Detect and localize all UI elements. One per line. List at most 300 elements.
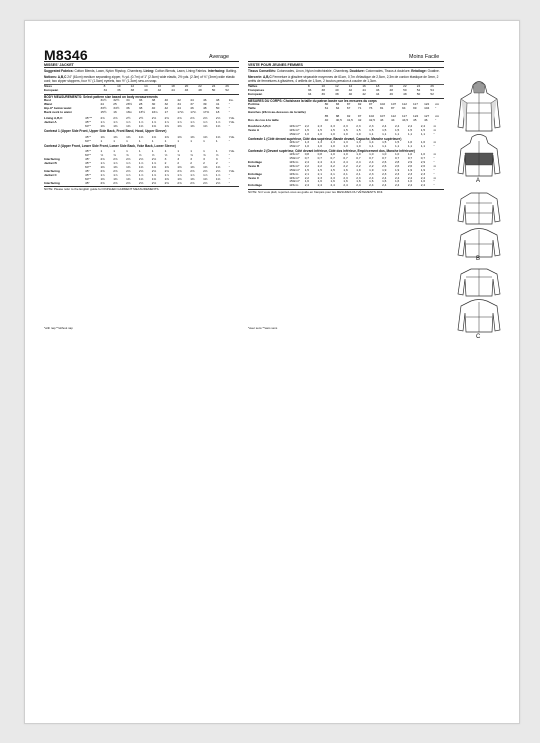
en-body-row-cell: 42 — [177, 98, 181, 103]
difficulty-fr: Moins Facile — [409, 54, 440, 60]
fr-contrast2-table — [248, 153, 444, 188]
en-contrast1-row-unit: Yds. — [228, 134, 235, 139]
fr-body-row-label: Hanches (23cm au-dessous de la taille) — [248, 109, 306, 114]
en-contrast2-row-unit: Yds. — [228, 168, 235, 173]
header-rule-fr — [248, 61, 444, 62]
fr-body-row-cell: 92 — [357, 102, 362, 107]
en-yardage-row-cell: 1⅞ — [151, 120, 157, 125]
fr-european-row-cell: 50 — [416, 92, 421, 96]
fr-contrast2-row-cell: 2,4 — [394, 183, 400, 188]
view-b-label: B — [476, 256, 481, 262]
fr-contrast2-row-cell: 2,4 — [369, 183, 374, 188]
en-contrast2-row-cell: 1⅞ — [126, 160, 131, 165]
en-contrast2-row-unit: " — [228, 176, 230, 181]
fr-francaises-row-cell: 44 — [362, 88, 366, 93]
en-european-row-width — [87, 89, 103, 93]
fr-note: NOTE: Si il vous plaît, reportez-vous au guide en français pour les MESURES DU VÊTEMENTS FINI. — [248, 189, 444, 194]
fr-yardage-row-cell: 1,0 — [304, 131, 310, 136]
fr-yardage-row-cell: 2,3 — [356, 124, 361, 129]
fr-body-row-cell: 104 — [424, 106, 430, 111]
fr-body-row-cell: 76 — [368, 106, 373, 111]
en-contrast2-row-cell: 2⅝ — [126, 180, 131, 185]
fr-yardage-row-cell: 1,5 — [382, 128, 387, 133]
en-body-row-cell: 16¾ — [151, 109, 158, 114]
fr-yardage-row-cell: 1,5 — [394, 128, 400, 133]
fr-yardage-row-cell: 1,0 — [317, 131, 322, 136]
en-yardage-table — [44, 117, 239, 129]
en-contrast2-row-cell: ⅝ — [100, 153, 104, 158]
en-contrast2-table — [44, 150, 239, 185]
fr-contrast1-row-cell: 1,0 — [356, 143, 361, 148]
fr-contrast2-row-cell: 0,7 — [394, 155, 400, 160]
en-yardage-row-unit: " — [228, 124, 230, 129]
fr-contrast2-row-cell: 1,9 — [420, 167, 426, 172]
en-yardage-row-cell: 1⅜ — [164, 124, 169, 129]
fr-contrast2-row-cell: 1,5 — [330, 167, 335, 172]
fr-contrast2-row-cell: 2,4 — [330, 183, 335, 188]
en-european-row-cell: 46 — [184, 88, 189, 93]
en-contrast1-row-cell: 1⅜ — [113, 134, 118, 139]
en-yardage-row-unit: Yds. — [228, 120, 235, 125]
en-yardage-row-cell: 2⅝ — [151, 116, 157, 121]
fr-yardage-row-cell: 1,1 — [369, 131, 374, 136]
en-contrast2-row-cell: 1⅞ — [190, 172, 195, 177]
fr-contrast2-row-cell: 2,2 — [330, 163, 335, 168]
en-contrast2-row-cell: 1⅞ — [138, 160, 144, 165]
en-body-row-cell: 32½ — [113, 98, 120, 103]
en-contrast2-row-cell: 1⅜ — [177, 164, 182, 169]
en-contrast2-row-cell: 2 — [215, 160, 218, 165]
en-body-row-cell: 44 — [177, 106, 181, 111]
en-contrast2-row-label: Jacket C — [44, 172, 57, 177]
en-contrast2-row-cell: 3 — [190, 157, 192, 162]
fr-contrast2-row-cell: 2,4 — [317, 183, 322, 188]
en-contrast2-row-cell: ⅝ — [203, 153, 206, 158]
en-contrast2-row-unit: " — [228, 153, 230, 158]
fr-yardage-row-cell: 2,3 — [317, 124, 322, 129]
en-size-table — [44, 84, 239, 93]
fr-contrast1-row-cell: 1,5 — [394, 140, 400, 145]
en-contrast2-row-cell: 2⅝ — [203, 180, 208, 185]
fr-contrast2-row-width: 115cm — [289, 171, 299, 176]
fr-sizes-row-cell: 24 — [417, 85, 431, 89]
en-european-row-cell: 52 — [225, 88, 229, 93]
fr-yardage-row-label: Doublure A,B,C — [248, 124, 271, 129]
pattern-envelope-back — [24, 20, 520, 724]
fr-body-row-cell: 97 — [368, 102, 373, 107]
en-yardage-row-cell: 2⅝ — [190, 116, 195, 121]
fr-body-row-unit: " — [435, 106, 437, 111]
fr-contrast2-row-cell: 2,4 — [407, 183, 413, 188]
en-body-row-cell: 46 — [203, 98, 207, 103]
en-body-row-cell: 42 — [164, 106, 169, 111]
en-body-row-unit: " — [228, 109, 230, 114]
fr-contrast2-row-cell: 0,8 — [317, 152, 322, 157]
en-sizes-row-label: Sizes — [44, 85, 87, 89]
en-contrast1-row-cell: 1 — [151, 138, 154, 143]
fr-contrast1-row-cell: 1,0 — [317, 143, 322, 148]
en-yardage-row-unit: Yds. — [228, 116, 235, 121]
fr-yardage-row-cell: 2,4 — [420, 124, 426, 129]
fr-body-row-cell: 43 — [379, 117, 384, 122]
fr-contrast2-row-unit: m — [433, 152, 437, 157]
fr-yardage-row-width: 115cm* — [289, 128, 300, 133]
en-body-row-cell: 26½ — [126, 102, 133, 107]
fr-contrast2-row-cell: 1,9 — [382, 167, 387, 172]
fr-title: VESTE POUR JEUNES FEMMES — [248, 63, 444, 68]
en-contrast1-row-cell: 1⅜ — [177, 134, 182, 139]
en-contrast2-row-cell: 2⅝ — [138, 180, 144, 185]
en-yardage-row-cell: 1⅜ — [215, 124, 221, 129]
en-contrast2-row-cell: 1⅜ — [215, 164, 221, 169]
en-sizes-row-cell: 14 — [144, 85, 158, 89]
fr-body-row-unit: cm — [435, 113, 440, 118]
en-yardage-row-cell: 1⅜ — [151, 124, 157, 129]
fr-francaises-row-cell: 42 — [348, 88, 353, 93]
fr-sizes-row-cell: 14 — [349, 85, 363, 89]
en-european-row-cell: 34 — [103, 88, 108, 93]
fr-contrast2-row-cell: 2,4 — [330, 159, 335, 164]
fr-contrast1-row-cell: 1,0 — [343, 143, 348, 148]
fr-contrast2-row-cell: 1,6 — [407, 179, 413, 184]
en-body-row-cell: 40 — [164, 98, 169, 103]
en-body-row-cell: 24 — [100, 102, 104, 107]
fr-body-row-cell: 122 — [413, 113, 419, 118]
en-body-row-unit: " — [228, 102, 230, 107]
fr-contrast1-row-cell: 1,3 — [343, 140, 348, 145]
en-yardage-row-cell: 2⅝ — [164, 116, 169, 121]
fr-yardage-row-cell: 1,5 — [330, 128, 335, 133]
en-yardage-row-cell: 1⅞ — [190, 120, 195, 125]
fr-contrast2-row-cell: 2,2 — [304, 163, 310, 168]
en-contrast2-row-cell: 1⅞ — [113, 160, 118, 165]
en-contrast2-row-cell: 1 — [126, 149, 128, 154]
en-contrast2-row-cell: ⅝ — [164, 153, 168, 158]
fr-contrast2-row-unit: " — [433, 155, 435, 160]
en-contrast2-row-cell: 2 — [177, 160, 180, 165]
fr-body-row-cell: 44 — [390, 117, 395, 122]
fr-contrast2-row-cell: 2,4 — [369, 175, 374, 180]
fr-contrast2-row-cell: 2,4 — [317, 159, 322, 164]
fr-contrast2-row-cell: 2,6 — [382, 163, 387, 168]
fr-body-row-cell: 61 — [324, 106, 329, 111]
fr-european-row — [248, 93, 444, 97]
fr-body-row-cell: 87 — [346, 102, 351, 107]
fr-francaises-row-label: Françaises — [248, 88, 265, 93]
fr-contrast2-row-cell: 1,0 — [394, 152, 400, 157]
fr-contrast2-row-cell: 0,7 — [356, 155, 361, 160]
en-yardage-row-cell: 1⅞ — [113, 120, 118, 125]
fr-contrast2-row-unit: m — [433, 175, 437, 180]
fr-yardage-row-cell: 2,3 — [343, 124, 348, 129]
en-body-row-cell: 40 — [151, 106, 156, 111]
fr-european-row-cell: 40 — [348, 92, 353, 96]
fr-contrast2-row-cell: 0,7 — [369, 155, 374, 160]
fr-body-row-cell: 83 — [335, 102, 340, 107]
fr-contrast2-row-cell: 2,3 — [420, 171, 426, 176]
en-sizes-row-cell: 26 — [225, 85, 239, 89]
fr-sizes-row-cell: 22 — [403, 85, 417, 89]
fr-european-row-cell: 42 — [362, 92, 366, 96]
fr-yardage-row-width: 150cm* — [289, 131, 300, 136]
fr-contrast2-row-cell: 2,4 — [304, 183, 310, 188]
fr-contrast2-row-unit: " — [433, 159, 435, 164]
en-contrast1-row-cell: 1 — [190, 138, 192, 143]
fr-contrast2-row-cell: 2,3 — [407, 171, 413, 176]
fr-contrast2-row-cell: 2,8 — [394, 159, 400, 164]
en-footnote: *with nap **without nap — [44, 326, 73, 330]
en-yardage-row-cell: 2⅝ — [113, 116, 118, 121]
fr-contrast2-row-cell: 2,4 — [369, 159, 374, 164]
fr-sizes-row-label: Tailles — [248, 85, 292, 89]
en-contrast2-row-cell: 3 — [215, 157, 218, 162]
fr-contrast2-row-width: 115cm* — [289, 175, 300, 180]
fr-footnote: *avec sens **sans sens — [248, 326, 278, 330]
en-yardage-row-cell: 2⅝ — [177, 116, 182, 121]
fr-contrast2-row-cell: 2,1 — [356, 171, 361, 176]
fr-contrast2-row-cell: 2,6 — [407, 163, 413, 168]
fr-yardage-table — [248, 125, 444, 137]
en-european-row-label: European — [44, 88, 59, 93]
en-contrast2-row-cell: ⅝ — [113, 153, 116, 158]
fr-contrast2-row-cell: 1,6 — [330, 179, 335, 184]
fr-contrast1-row-unit: m — [433, 140, 437, 145]
en-contrast2-row-unit: " — [228, 160, 230, 165]
fr-yardage-row-cell: 1,5 — [343, 128, 348, 133]
fr-body-row-cell: 64 — [335, 106, 340, 111]
en-contrast2-row-cell: 2 — [203, 160, 205, 165]
en-contrast1-row-cell: 1⅜ — [164, 134, 169, 139]
fr-yardage-row-cell: 2,3 — [369, 124, 374, 129]
fr-contrast2-row-label: Veste C — [248, 175, 260, 180]
en-sizes-row-cell: 18 — [171, 85, 185, 89]
en-yardage-row-cell: 2⅝ — [203, 116, 208, 121]
en-contrast2-row-cell: 2⅝ — [126, 168, 131, 173]
fr-body-row-cell: 107 — [379, 113, 386, 118]
fr-european-row-cell: 48 — [403, 92, 407, 96]
fr-francaises-row-cell: 48 — [389, 88, 393, 93]
en-yardage-row-cell: 1⅞ — [177, 120, 182, 125]
fr-contrast2-row-width: 150cm* — [289, 167, 300, 172]
fr-contrast2-row-cell: 2,3 — [394, 171, 400, 176]
fr-contrast1-row-width: 115cm* — [289, 140, 300, 145]
en-contrast2-row-label: Interfacing — [44, 180, 60, 185]
fr-yardage-row-cell: 2,4 — [407, 124, 413, 129]
en-yardage-row-cell: 1⅜ — [190, 124, 195, 129]
en-contrast2-row-cell: 1⅜ — [203, 164, 208, 169]
fr-contrast2-row-cell: 0,7 — [407, 155, 413, 160]
fr-body-row-cell: 94 — [402, 106, 406, 111]
en-contrast1-row-cell: 1 — [138, 138, 141, 143]
fr-francaises-row-cell: 36 — [307, 88, 312, 93]
fr-contrast2-row-unit: " — [433, 179, 435, 184]
fr-contrast1-title: Contraste 1 (Côté devant supérieur, Côté dos supérieur, Bande devant, Capuche, Manche supérieure) — [248, 136, 402, 141]
en-contrast2-row-cell: 2⅝ — [138, 168, 144, 173]
en-contrast2-row-label: Interfacing — [44, 157, 60, 162]
en-body-row-cell: 33½ — [100, 106, 107, 111]
fr-contrast2-row-cell: 2,2 — [343, 163, 348, 168]
fr-contrast2-row-cell: 2,6 — [420, 163, 426, 168]
fr-body-row-cell: 80 — [324, 102, 329, 107]
fr-contrast2-row-cell: 2,4 — [407, 175, 413, 180]
fr-yardage-row-cell: 1,1 — [407, 131, 413, 136]
fr-contrast2-row-label: Veste B — [248, 163, 260, 168]
en-contrast2-row-cell: ⅝ — [215, 153, 219, 158]
fr-sizes-row-cell: 16 — [362, 85, 376, 89]
fr-yardage-row-cell: 1,5 — [356, 128, 361, 133]
fr-body-row-cell: 81 — [379, 106, 384, 111]
en-contrast1-row-cell: 1⅜ — [138, 134, 144, 139]
fr-contrast2-row-cell: 2,4 — [343, 159, 348, 164]
en-body-row-cell: 16 — [113, 109, 117, 114]
fr-contrast2-row-cell: 2,1 — [330, 171, 335, 176]
fr-yardage-row-cell: 2,4 — [382, 124, 387, 129]
en-contrast2-row-cell: 2⅝ — [113, 157, 118, 162]
en-body-row-cell: 32 — [164, 102, 169, 107]
en-contrast2-row-cell: 1⅜ — [138, 176, 144, 181]
en-body-row-cell: 39 — [203, 102, 207, 107]
en-contrast1-title: Contrast 1 (Upper Side Front, Upper Side Back, Front Band, Hood, Upper Sleeve) — [44, 129, 167, 134]
en-contrast2-row-cell: 1 — [190, 149, 192, 154]
fr-contrast2-row-cell: 1,6 — [394, 179, 400, 184]
en-contrast2-row-cell: 1⅞ — [164, 172, 169, 177]
fr-contrast2-row-cell: 1,0 — [382, 152, 387, 157]
fr-contrast2-row-cell: 1,5 — [317, 167, 322, 172]
en-contrast2-row-cell: 1⅜ — [164, 164, 169, 169]
en-contrast2-row-width: 45" — [85, 168, 90, 173]
fr-francaises-row-cell: 46 — [375, 88, 380, 93]
fr-contrast1-row-cell: 1,6 — [420, 140, 426, 145]
en-european-row-cell: 36 — [117, 88, 121, 93]
en-contrast2-row-cell: 1⅞ — [100, 172, 105, 177]
fr-francaises-row-cell: 52 — [416, 88, 421, 93]
fr-body-row-cell: 44,5 — [402, 117, 409, 122]
fr-contrast2-row-unit: " — [433, 183, 435, 188]
en-yardage-row-cell: 1⅜ — [113, 124, 118, 129]
en-contrast1-row-cell: 1⅜ — [151, 134, 157, 139]
en-contrast2-row-cell: 1⅜ — [100, 164, 105, 169]
en-european-row — [44, 89, 239, 93]
fr-body-row-cell: 87 — [390, 106, 395, 111]
fr-contrast1-row-cell: 1,3 — [330, 140, 335, 145]
en-contrast2-row-cell: 2⅝ — [177, 168, 182, 173]
en-contrast2-row-cell: 1⅞ — [126, 172, 131, 177]
en-body-row-unit: " — [228, 106, 230, 111]
en-body-row-cell: 16¼ — [126, 109, 133, 114]
en-contrast2-row-cell: 2⅝ — [203, 168, 208, 173]
en-sizes-row-cell: 16 — [158, 85, 172, 89]
fr-contrast2-row-cell: 2,3 — [330, 175, 335, 180]
fr-body-row-cell: 42,5 — [368, 117, 375, 122]
en-body-row-cell: 17¼ — [190, 109, 197, 114]
en-european-row-cell: 42 — [157, 88, 162, 93]
en-body-row-cell: 41 — [215, 102, 220, 107]
fr-francaises-row-cell: 54 — [430, 88, 434, 93]
en-body-row-cell: 46 — [190, 106, 194, 111]
en-contrast2-row-cell: 1 — [100, 149, 103, 154]
en-contrast2-row-cell: 2⅝ — [100, 157, 105, 162]
fr-body-row-cell: 127 — [424, 113, 430, 118]
fr-contrast2-row-cell: 2,9 — [407, 159, 413, 164]
fr-sizes-row-cell: 8 — [308, 85, 322, 89]
en-contrast2-row-label: Interfacing — [44, 168, 60, 173]
fr-contrast2-row-cell: 2,3 — [317, 175, 322, 180]
fr-contrast1-row-cell: 1,0 — [330, 143, 335, 148]
view-c-back-sketch — [457, 267, 501, 297]
en-sizes-row-cell: 8 — [104, 85, 118, 89]
en-contrast2-row-width: 45"* — [85, 149, 91, 154]
en-body-row-cell: 25 — [113, 102, 117, 107]
en-contrast2-row-cell: 2⅝ — [113, 168, 118, 173]
fr-contrast2-row-width: 150cm* — [289, 179, 300, 184]
header-rule-en — [44, 61, 239, 62]
en-contrast2-row-cell: 2⅝ — [215, 168, 221, 173]
fr-body-row-cell: 97 — [357, 113, 362, 118]
en-contrast2-row-cell: 1⅜ — [177, 176, 182, 181]
fr-contrast1-row-cell: 1,3 — [356, 140, 361, 145]
fr-yardage-row-cell: 1,5 — [304, 128, 310, 133]
fr-contrast2-row-cell: 2,4 — [356, 183, 361, 188]
en-contrast2-row-cell: 1 — [164, 149, 167, 154]
fr-body-row-cell: 117 — [413, 102, 418, 107]
en-contrast1-row-cell: 1 — [164, 138, 167, 143]
en-yardage-row-width: 45"** — [85, 116, 92, 121]
en-body-row-cell: 31½ — [100, 98, 107, 103]
en-notions: Notions: A,B,C 24" (61cm) medium separating zipper, ⅜ yd. (0.7m) of 1" (2.5cm) wide elastic, 2½ yds. (2.3m) of ⅛" (3mm) wide elastic cord; two zipper stoppers, four ⅜" (1.5cm) eyelets, two ½" (1.3cm) sew-on snap. — [44, 74, 235, 83]
en-contrast2-row-width: 45" — [85, 180, 90, 185]
en-contrast2-row-cell: 1⅜ — [203, 176, 208, 181]
en-contrast2-row-cell: ⅝ — [190, 153, 193, 158]
fr-yardage-row-cell: 2,2 — [304, 124, 310, 129]
fr-contrast2-row-unit: " — [433, 171, 435, 176]
en-contrast1-row-cell: 1⅜ — [190, 134, 195, 139]
fr-body-row-cell: 85 — [324, 113, 329, 118]
en-body-row-label: Waist — [44, 102, 53, 107]
en-contrast2-row-cell: 2⅝ — [138, 157, 144, 162]
fr-contrast2-row-width: 115cm* — [289, 152, 300, 157]
en-body-row-cell: 16½ — [138, 109, 145, 114]
en-contrast1-row-cell: 1⅜ — [203, 134, 208, 139]
en-contrast2-row-cell: 2⅝ — [151, 157, 157, 162]
en-sizes-row-cell: 22 — [198, 85, 212, 89]
en-contrast2-row-cell: 2⅝ — [126, 157, 131, 162]
en-contrast2-row — [44, 182, 239, 186]
en-body-row-cell: 36 — [138, 98, 143, 103]
fr-body-row-cell: 46 — [424, 117, 428, 122]
en-yardage-row-label: Lining A,B,C — [44, 116, 63, 121]
fr-contrast2-row-cell: 1,9 — [394, 167, 400, 172]
en-contrast2-row-cell: 2⅝ — [164, 180, 169, 185]
en-body-row-cell: 34 — [177, 102, 181, 107]
fr-contrast2-row-width: 150cm* — [289, 155, 300, 160]
fr-contrast2-row-cell: 1,6 — [356, 179, 361, 184]
difficulty-en: Average — [209, 54, 229, 60]
fr-contrast2-row-cell: 2,1 — [343, 171, 348, 176]
fr-contrast2-row-cell: 1,6 — [304, 179, 310, 184]
en-sizes-row-cell: 12 — [131, 85, 145, 89]
en-contrast2-row-cell: 1 — [215, 149, 218, 154]
fr-contrast1-row-cell: 1,3 — [317, 140, 322, 145]
en-sizes-row-cell: 20 — [185, 85, 199, 89]
fr-francaises-row-cell: 38 — [321, 88, 325, 93]
en-yardage-row-cell: 2⅝ — [215, 116, 221, 121]
fr-contrast2-row-cell: 2,3 — [356, 175, 361, 180]
fr-contrast2-row-cell: 1,6 — [382, 179, 387, 184]
en-contrast2-row-cell: 1⅜ — [113, 164, 118, 169]
en-contrast2-row-cell: 2⅝ — [215, 180, 221, 185]
en-contrast2-row-cell: 1⅞ — [177, 172, 182, 177]
fr-yardage-row-unit: m — [433, 124, 437, 129]
